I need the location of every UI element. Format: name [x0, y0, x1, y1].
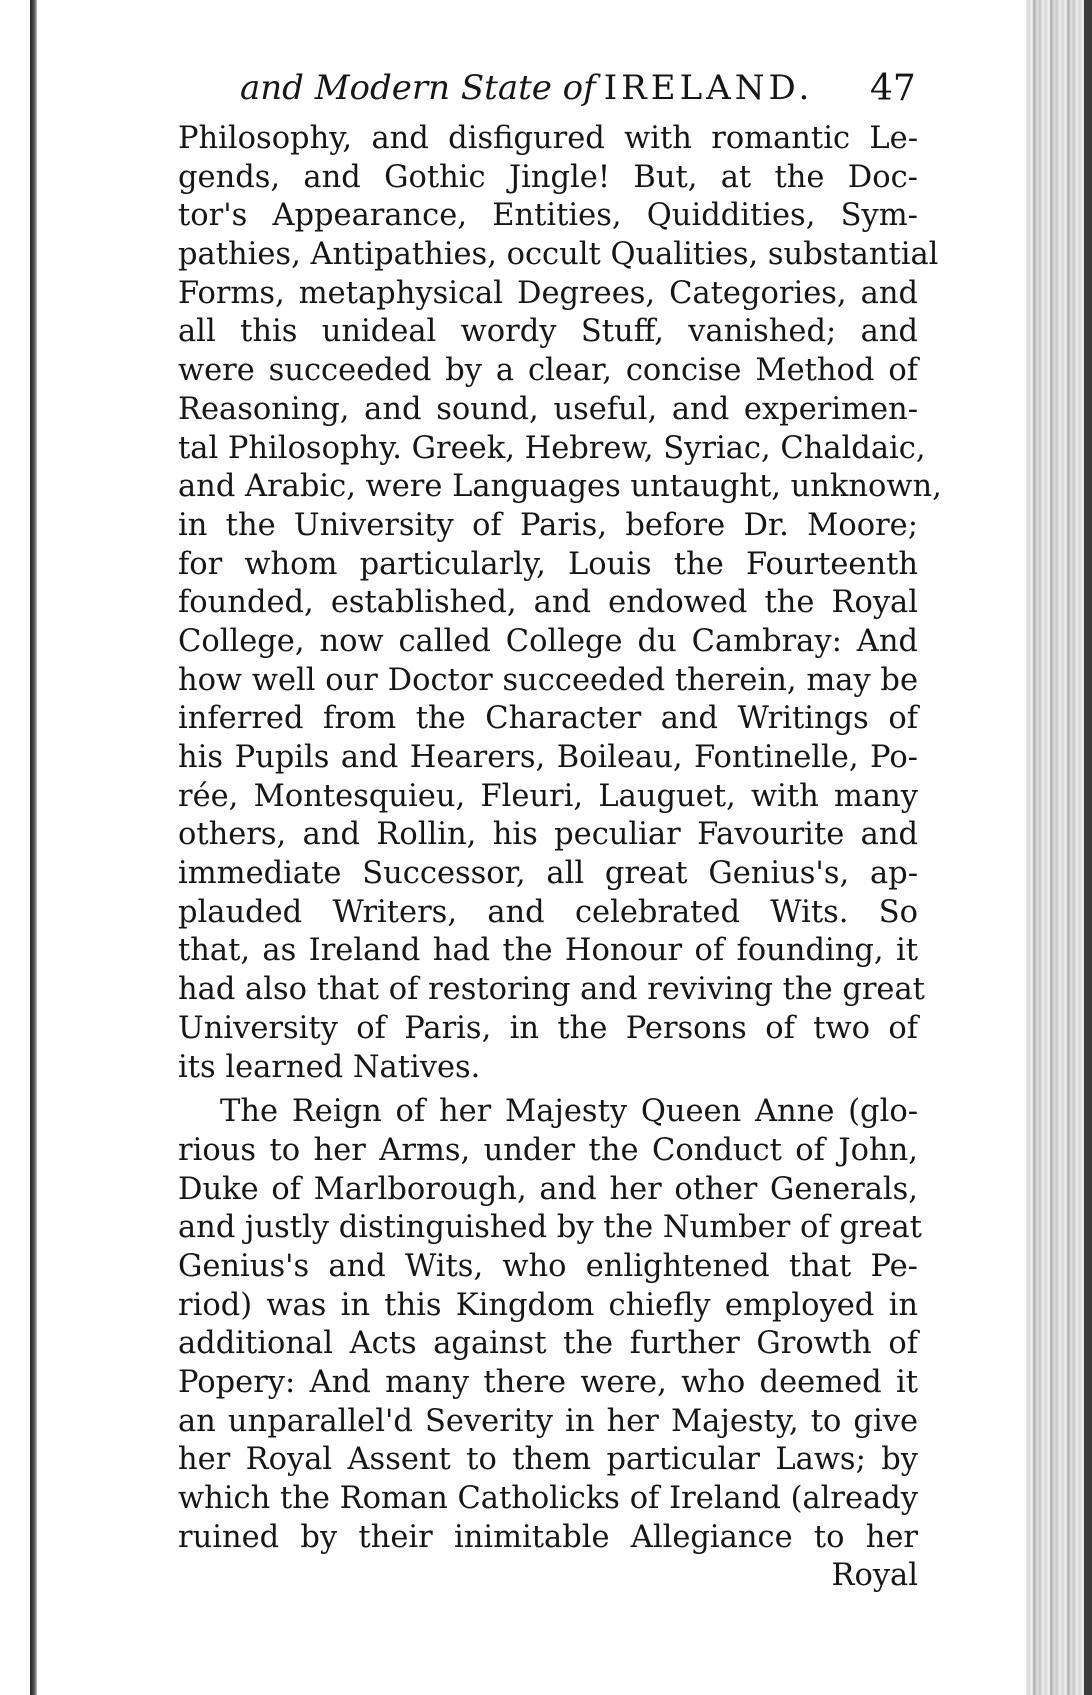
- text-line: inferred from the Character and Writings of: [178, 701, 918, 737]
- text-line: gends, and Gothic Jingle! But, at the Doc-: [178, 159, 918, 195]
- text-line: riod) was in this Kingdom chiefly employed in: [178, 1287, 918, 1323]
- text-line: others, and Rollin, his peculiar Favourite and: [178, 817, 918, 853]
- text-line: additional Acts against the further Growth of: [178, 1326, 918, 1362]
- paragraph-2: [178, 1093, 922, 1557]
- text-line: all this unideal wordy Stuff, vanished; and: [178, 314, 918, 350]
- text-line: were succeeded by a clear, concise Method of: [178, 353, 918, 389]
- text-line-first: The Reign of her Majesty Queen Anne (glo-: [220, 1094, 918, 1130]
- text-line: pathies, Antipathies, occult Qualities, substantial: [178, 237, 939, 273]
- text-line: University of Paris, in the Persons of two of: [178, 1010, 918, 1046]
- text-line: Reasoning, and sound, useful, and experimen-: [178, 391, 918, 427]
- text-line: her Royal Assent to them particular Laws; by: [178, 1442, 918, 1478]
- text-line: immediate Successor, all great Genius's, ap-: [178, 856, 918, 892]
- text-line: rée, Montesquieu, Fleuri, Lauguet, with many: [178, 778, 918, 814]
- page-number: 47: [870, 68, 916, 109]
- text-line: that, as Ireland had the Honour of founding, it: [178, 933, 918, 969]
- text-line: plauded Writers, and celebrated Wits. So: [178, 894, 918, 930]
- text-line: rious to her Arms, under the Conduct of John,: [178, 1132, 918, 1168]
- header-title-caps: IRELAND.: [603, 68, 814, 108]
- text-line: for whom particularly, Louis the Fourteenth: [178, 546, 918, 582]
- text-line: how well our Doctor succeeded therein, may be: [178, 662, 918, 698]
- catchword: Royal: [831, 1558, 918, 1594]
- text-line: Duke of Marlborough, and her other Generals,: [178, 1171, 918, 1207]
- text-line: in the University of Paris, before Dr. Moore;: [178, 507, 918, 543]
- text-line-last: its learned Natives.: [178, 1049, 481, 1085]
- text-line: Forms, metaphysical Degrees, Categories, and: [178, 275, 918, 311]
- text-line: College, now called College du Cambray: And: [178, 623, 918, 659]
- text-line: founded, established, and endowed the Royal: [178, 585, 918, 621]
- paragraph-1: [178, 120, 942, 1087]
- text-line: his Pupils and Hearers, Boileau, Fontinelle, Po-: [178, 740, 918, 775]
- text-line: which the Roman Catholicks of Ireland (already: [178, 1481, 918, 1517]
- text-line: had also that of restoring and reviving the great: [178, 972, 925, 1008]
- page-edge-scan: [1026, 0, 1092, 1695]
- text-line: Philosophy, and disfigured with romantic Le-: [178, 121, 918, 156]
- text-line: ruined by their inimitable Allegiance to her: [178, 1519, 918, 1555]
- running-header: [240, 68, 920, 120]
- text-line: and Arabic, were Languages untaught, unknown,: [178, 469, 942, 505]
- page-body: [178, 120, 942, 1596]
- text-line: Genius's and Wits, who enlightened that Pe-: [178, 1248, 918, 1284]
- text-line: tor's Appearance, Entities, Quiddities, Sym-: [178, 198, 918, 234]
- page-binding-shadow: [30, 0, 37, 1695]
- text-line: Popery: And many there were, who deemed it: [178, 1365, 918, 1400]
- text-line: tal Philosophy. Greek, Hebrew, Syriac, Chaldaic,: [178, 430, 926, 466]
- header-title-italic: and Modern State of: [240, 68, 596, 108]
- text-line: an unparallel'd Severity in her Majesty, to give: [178, 1403, 918, 1439]
- text-line: and justly distinguished by the Number of great: [178, 1210, 922, 1246]
